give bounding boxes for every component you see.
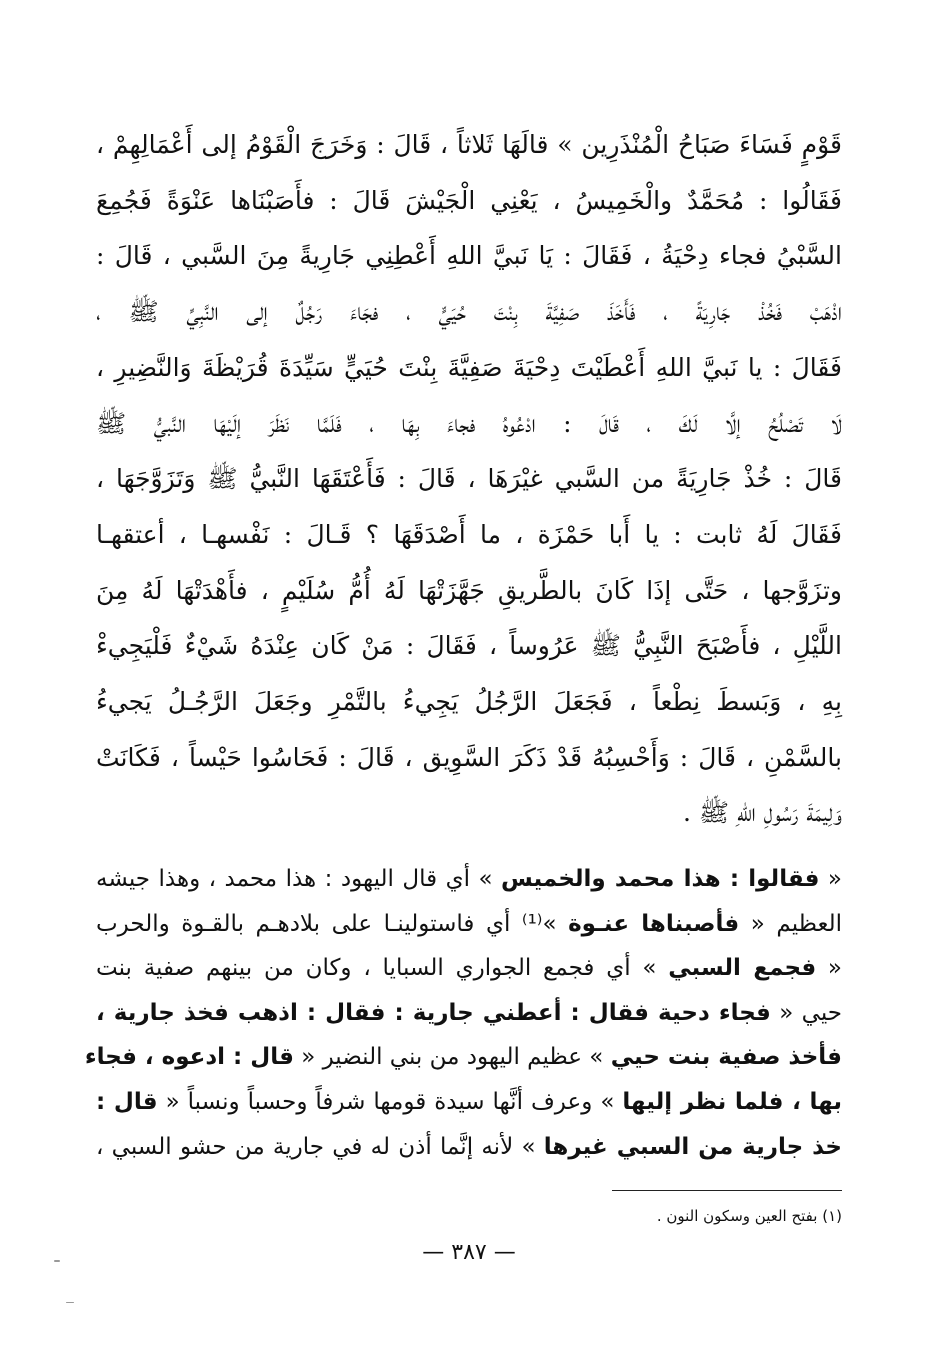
hadith-line: لَا تَصْلُحُ إلَّا لَكَ ، قَالَ : ادْعُوهُ فجاءَ بِهَا ، فَلَمَّا نَظَرَ إلَيْهَا النَّبيُّ ﷺ (96, 408, 842, 438)
commentary-line (96, 868, 842, 898)
commentary-phrase: » أي فجمع الجواري السبايا ، وكان من بينهم صفية بنت (96, 955, 669, 982)
hadith-line: وَلِيمَةَ رَسُولِ اللهِ ﷺ . (683, 798, 842, 828)
commentary-phrase: « (819, 866, 843, 892)
commentary-phrase: »⁽¹⁾ أي فاستولينـا على بلادهـم بالقـوة والحرب (96, 910, 569, 937)
hadith-line: السَّبْيُ فجاء دِحْيَةُ ، فَقَالَ : يَا نَبيَّ اللهِ أَعْطِنِي جَارِيةً مِنَ السَّبي ، قَالَ : (96, 241, 842, 271)
footnote: (١) بفتح العين وسكون النون . (656, 1207, 842, 1225)
commentary-phrase: حيي « (770, 999, 842, 1026)
hadith-line: بِهِ ، وَبَسطَ نِطْعاً ، فَجَعَلَ الرَّجُلُ يَجِيءُ بالتَّمْرِ وجَعَلَ الرَّجُـلُ يَجيءُ (96, 687, 842, 716)
commentary-phrase: « (816, 955, 842, 982)
scan-speck (54, 1260, 60, 1262)
commentary-phrase: » وعرف أنَّها سيدة قومها شرفاً وحسباً ونسباً « (157, 1089, 623, 1115)
hadith-line: اللَّيْلِ ، فأَصْبَحَ النَّبِيُّ ﷺ عَرُوساً ، فَقَالَ : مَنْ كَان عِنْدَهُ شَيْءٌ فَلْيَجِيءْ (96, 631, 842, 661)
commentary-line (96, 910, 843, 943)
commentary-line (96, 999, 842, 1032)
hadith-line: فَقَالُوا : مُحَمَّدٌ والْخَمِيسُ ، يَعْنِي الْجَيْشَ قَالَ : فأَصَبْنَاها عَنْوَةً فَجُمِعَ (96, 185, 842, 215)
hadith-line: بالسَّمْنِ ، قَالَ : وَأَحْسِبُهُ قَدْ ذَكَرَ السَّوِيق ، قَالَ : فَحَاسُوا حَيْساً ، فَكَانَتْ (96, 742, 842, 772)
commentary-line (96, 1133, 842, 1166)
commentary-line (84, 1044, 842, 1076)
commentary-phrase: » عظيم اليهود من بني النضير « (293, 1044, 611, 1071)
hadith-line: اذْهَبْ فَخُذْ جَارِيَةً ، فَأَخَذَ صَفِيَّةَ بِنْتَ حُيَيٍّ ، فجَاءَ رَجُلٌ إلى النَّبِيِّ ﷺ ، (96, 297, 842, 327)
quoted-hadith-phrase: فأخذ صفية بنت حيي (610, 1044, 842, 1071)
quoted-hadith-phrase: فأصبناها عنـوة (568, 910, 740, 937)
commentary-line (96, 1091, 842, 1121)
commentary-phrase: » أي قال اليهود : هذا محمد ، وهذا جيشه (96, 866, 502, 892)
quoted-hadith-phrase: خذ جارية من السبي غيرها (543, 1133, 842, 1160)
quoted-hadith-phrase: قال : (96, 1089, 158, 1115)
commentary-line (96, 957, 842, 987)
hadith-line: وتزَوَّجها ، حَتَّى إذَا كَانَ بالطَّريقِ جَهَّزَتْهَا لَهُ أُمُّ سُلَيْمٍ ، فأَهْدَتْهَا لَهُ مِنَ (96, 575, 842, 605)
hadith-line: فَقَالَ : يا نَبيَّ اللهِ أَعْطَيْتَ دِحْيَةَ صَفِيَّةَ بِنْتَ حُيَيٍّ سَيِّدَةَ قُرَيْظَةَ وَالنَّضِيرِ ، (96, 352, 842, 382)
quoted-hadith-phrase: فجمع السبي (668, 955, 817, 982)
commentary-phrase: العظيم « (739, 910, 843, 937)
footnote-separator (612, 1190, 842, 1191)
quoted-hadith-phrase: فقالوا : هذا محمد والخميس (501, 866, 820, 892)
page-number: — ٣٨٧ — (422, 1240, 516, 1265)
scan-speck (66, 1302, 74, 1303)
commentary-phrase: » لأنه إنَّما أذن له في جارية من حشو السبي ، (96, 1133, 544, 1160)
hadith-line: قَوْمٍ فَسَاءَ صَبَاحُ الْمُنْذَرِين » قالَهَا ثَلاثاً ، قَالَ : وَخَرَجَ الْقَوْمُ إلى أَعْمَالِهِمْ ، (96, 130, 842, 159)
hadith-line: قَالَ : خُذْ جَارِيَةً من السَّبي غيْرَهَا ، قَالَ : فَأَعْتَقَهَا النَّبيُّ ﷺ وَتَزَوَّجَهَا ، (96, 464, 842, 494)
quoted-hadith-phrase: قال : ادعوه ، فجاء (84, 1044, 294, 1071)
hadith-line: فَقَالَ لَهُ ثابت : يا أَبا حَمْزَة ، ما أَصْدَقَهَا ؟ قَـالَ : نَفْسهـا ، أعتقهـا (96, 519, 842, 549)
quoted-hadith-phrase: بها ، فلما نظر إليها (622, 1089, 843, 1115)
quoted-hadith-phrase: فجاء دحية فقال : أعطني جارية : فقال : اذهب فخذ جارية ، (96, 999, 771, 1026)
